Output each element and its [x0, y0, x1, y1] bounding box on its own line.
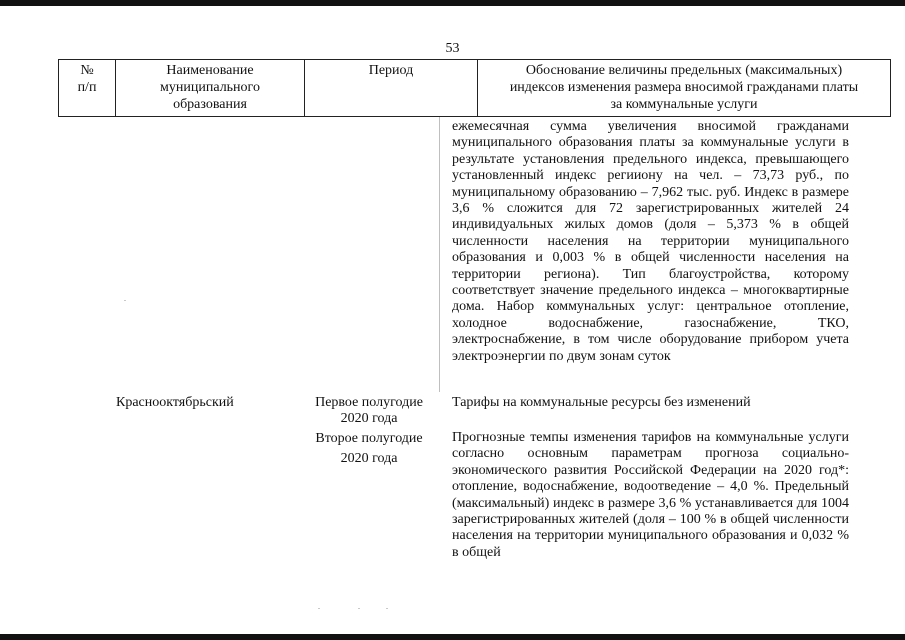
header-name-line: образования	[173, 97, 247, 112]
period-line: Второе полугодие	[315, 431, 423, 446]
period-line: Первое полугодие	[315, 395, 423, 410]
header-basis-line: за коммунальные услуги	[610, 97, 758, 112]
header-number-line: №	[80, 63, 94, 78]
header-name-line: Наименование	[166, 63, 254, 78]
header-period-line: Период	[368, 63, 414, 78]
header-cell-number	[59, 60, 116, 117]
scan-speck	[358, 608, 360, 609]
header-name-line: муниципального	[160, 80, 260, 95]
top-border	[0, 0, 905, 6]
municipality-name: Краснооктябрьский	[116, 395, 234, 410]
header-basis-line: индексов изменения размера вносимой гражданами платы	[509, 80, 859, 95]
table-header	[58, 59, 891, 117]
period-first-half	[301, 395, 437, 427]
scan-speck	[386, 608, 388, 609]
period-line: 2020 года	[340, 451, 398, 466]
header-cell-name	[116, 60, 305, 117]
header-basis-line: Обоснование величины предельных (максимальных)	[525, 63, 843, 78]
scan-speck	[124, 300, 126, 301]
scan-speck	[318, 608, 320, 609]
period-line: 2020 года	[340, 411, 398, 426]
bottom-border	[0, 634, 905, 640]
period-second-half	[301, 429, 437, 469]
page-number: 53	[445, 41, 460, 56]
column-divider	[439, 117, 440, 392]
header-cell-period	[305, 60, 478, 117]
basis-first-half: Тарифы на коммунальные ресурсы без изменений	[452, 395, 751, 410]
header-cell-basis	[478, 60, 891, 117]
basis-second-half: Прогнозные темпы изменения тарифов на коммунальные услуги согласно основным параметрам прогноза социально-экономического развития Российской Федерации на 2020 год*: отопление, водоснабжение, водоотведение – 4,0 %. Предельный (максимальный) индекс в размере 3,6 % устанавливается для 1004 зарегистрированных жителей (доля – 100 % в общей численности населения на территории муниципального образования и 0,032 % в общей	[452, 430, 849, 560]
continuation-text: ежемесячная сумма увеличения вносимой гражданами муниципального образования платы за коммунальные услуги в результате установления предельного индекса, превышающего установленный индекс регииону на чел. – 73,73 руб., по муниципальному образованию – 7,962 тыс. руб. Индекс в размере 3,6 % сложится для 72 зарегистрированных жителей 24 индивидуальных жилых домов (доля – 5,373 % в общей численности населения на территории муниципального образования и 0,003 % в общей численности населения на территории региона). Тип благоустройства, которому соответствует значение предельного индекса – многоквартирные дома. Набор коммунальных услуг: центральное отопление, холодное водоснабжение, газоснабжение, ТКО, электроснабжение, в том числе оборудование прибором учета электроэнергии по двум зонам суток	[452, 119, 849, 364]
header-number-line: п/п	[77, 80, 97, 95]
